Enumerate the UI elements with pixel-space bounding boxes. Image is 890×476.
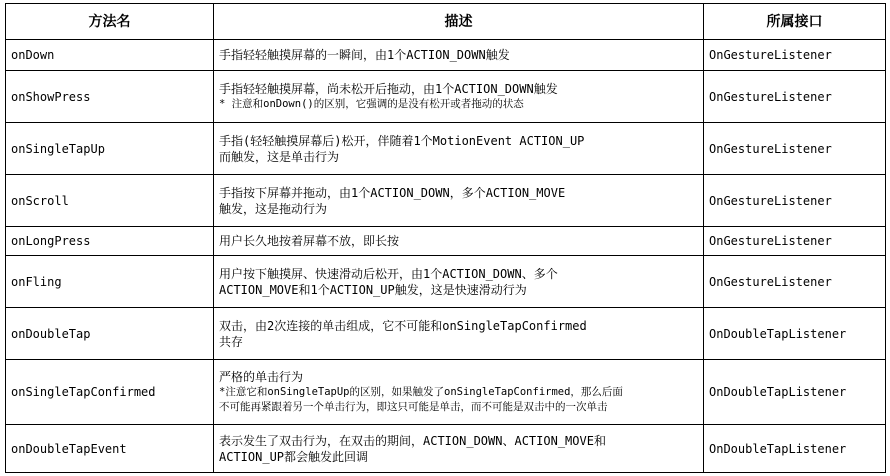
description-line: 严格的单击行为 [219, 370, 304, 384]
method-name-cell: onFling [6, 256, 214, 308]
method-name-cell: onShowPress [6, 71, 214, 123]
table-row [6, 256, 886, 308]
table-row [6, 40, 886, 71]
gesture-methods-table [5, 3, 886, 473]
method-name-cell: onDoubleTap [6, 308, 214, 360]
description-cell [214, 425, 704, 473]
description-cell [214, 175, 704, 227]
description-cell [214, 71, 704, 123]
table-body [6, 40, 886, 473]
description-note: 不可能再紧跟着另一个单击行为，即这只可能是单击，而不可能是双击中的一次单击 [219, 401, 608, 413]
description-line: 表示发生了双击行为，在双击的期间，ACTION_DOWN、ACTION_MOVE和 [219, 433, 606, 448]
table-row [6, 425, 886, 473]
header-method-name: 方法名 [6, 4, 214, 40]
description-line: 触发，这是拖动行为 [219, 201, 328, 216]
interface-cell: OnGestureListener [704, 256, 886, 308]
table-header-row [6, 4, 886, 40]
description-cell [214, 308, 704, 360]
description-cell [214, 256, 704, 308]
description-line: 共存 [219, 334, 244, 349]
method-name-cell: onSingleTapUp [6, 123, 214, 175]
description-line: 手指(轻轻触摸屏幕后)松开，伴随着1个MotionEvent ACTION_UP [219, 133, 585, 148]
description-line: ACTION_UP都会触发此回调 [219, 449, 369, 464]
description-note: * 注意和onDown()的区别，它强调的是没有松开或者拖动的状态 [219, 98, 524, 110]
header-interface: 所属接口 [704, 4, 886, 40]
description-line: 而触发，这是单击行为 [219, 149, 340, 164]
table-row [6, 175, 886, 227]
interface-cell: OnGestureListener [704, 123, 886, 175]
description-cell [214, 360, 704, 425]
description-line: 手指轻轻触摸屏幕的一瞬间，由1个ACTION_DOWN触发 [219, 48, 510, 62]
table-row [6, 227, 886, 256]
table-row [6, 360, 886, 425]
method-name-cell: onSingleTapConfirmed [6, 360, 214, 425]
method-name-cell: onDoubleTapEvent [6, 425, 214, 473]
header-description: 描述 [214, 4, 704, 40]
interface-cell: OnGestureListener [704, 40, 886, 71]
interface-cell: OnDoubleTapListener [704, 425, 886, 473]
method-name-cell: onScroll [6, 175, 214, 227]
description-line: 手指轻轻触摸屏幕，尚未松开后拖动，由1个ACTION_DOWN触发 [219, 82, 558, 96]
interface-cell: OnGestureListener [704, 71, 886, 123]
description-cell [214, 40, 704, 71]
description-line: 用户长久地按着屏幕不放，即长按 [219, 234, 400, 248]
description-cell [214, 123, 704, 175]
table-row [6, 308, 886, 360]
description-note: *注意它和onSingleTapUp的区别，如果触发了onSingleTapConfirmed，那么后面 [219, 386, 623, 398]
description-line: 手指按下屏幕并拖动，由1个ACTION_DOWN，多个ACTION_MOVE [219, 185, 566, 200]
description-cell [214, 227, 704, 256]
interface-cell: OnDoubleTapListener [704, 360, 886, 425]
interface-cell: OnGestureListener [704, 175, 886, 227]
interface-cell: OnGestureListener [704, 227, 886, 256]
table-row [6, 71, 886, 123]
description-line: ACTION_MOVE和1个ACTION_UP触发，这是快速滑动行为 [219, 282, 527, 297]
interface-cell: OnDoubleTapListener [704, 308, 886, 360]
description-line: 双击，由2次连接的单击组成，它不可能和onSingleTapConfirmed [219, 318, 587, 333]
description-line: 用户按下触摸屏、快速滑动后松开，由1个ACTION_DOWN、多个 [219, 266, 558, 281]
table-row [6, 123, 886, 175]
method-name-cell: onDown [6, 40, 214, 71]
method-name-cell: onLongPress [6, 227, 214, 256]
